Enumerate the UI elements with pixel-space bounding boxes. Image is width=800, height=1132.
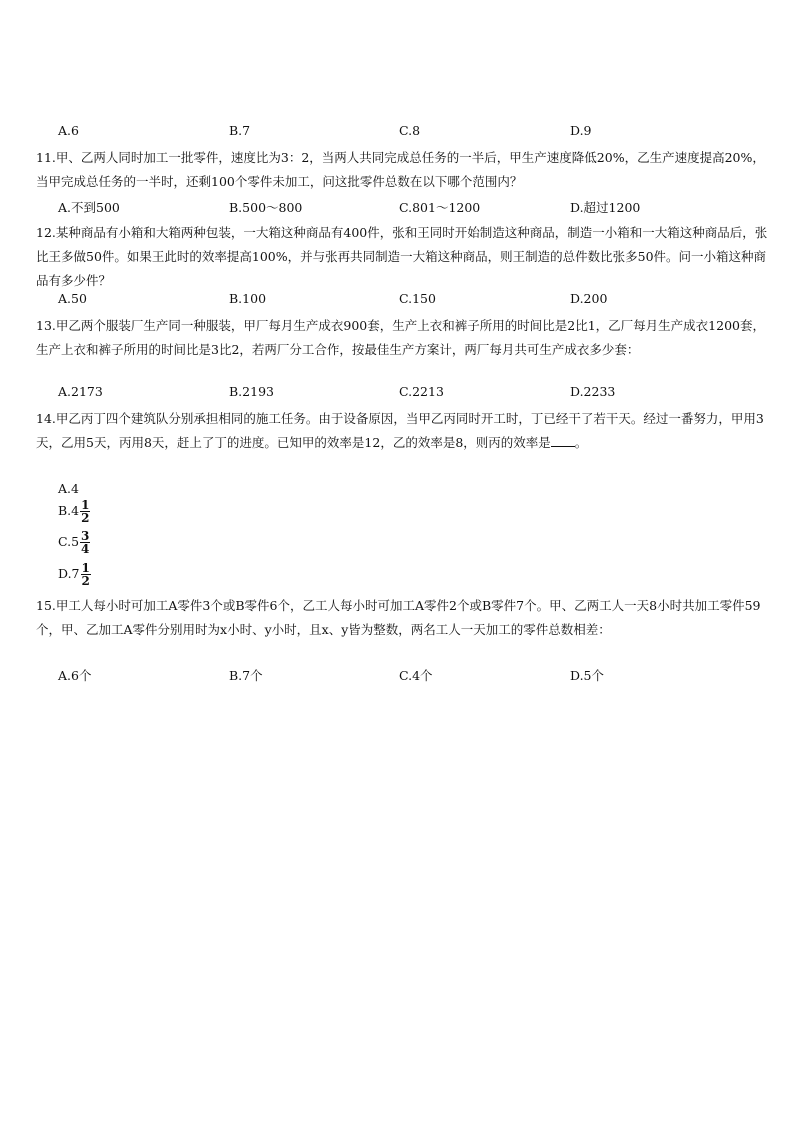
question-11: [36, 146, 768, 194]
option-c: C.150: [399, 291, 436, 306]
question-text: 甲乙两个服装厂生产同一种服装，甲厂每月生产成衣900套，生产上衣和裤子所用的时间比是2比1，乙厂每月生产成衣1200套，生产上衣和裤子所用的时间比是3比2，若两厂分工合作，按最佳生产方案计，两厂每月共可生产成衣多少套：: [36, 318, 765, 357]
option-row-q10: [58, 123, 758, 143]
option-label: B.4: [58, 503, 80, 518]
option-label: C.5: [58, 534, 80, 549]
fraction-denominator: 2: [81, 574, 90, 588]
option-c: C.801～1200: [399, 200, 481, 215]
fraction-numerator: 3: [81, 529, 90, 543]
question-number: 11.: [36, 150, 56, 165]
option-a: A.6: [58, 123, 79, 138]
option-label: A.4: [58, 481, 79, 496]
option-a: A.2173: [58, 384, 103, 399]
option-d: D.5个: [570, 668, 605, 683]
option-d: [58, 562, 91, 587]
option-a: A.不到500: [58, 200, 120, 215]
option-d: D.200: [570, 291, 608, 306]
fraction: [80, 499, 90, 524]
question-text: 某种商品有小箱和大箱两种包装，一大箱这种商品有400件，张和王同时开始制造这种商品，制造一小箱和一大箱这种商品后，张比王多做50件。如果王此时的效率提高100%，并与张再共同制造一大箱这种商品，则王制造的总件数比张多50件。问一小箱这种商品有多少件？: [36, 225, 768, 288]
question-14: [36, 407, 768, 455]
option-row-q15: [58, 666, 758, 686]
option-a: A.6个: [58, 668, 92, 683]
question-number: 14.: [36, 411, 56, 426]
question-number: 12.: [36, 225, 56, 240]
option-c: C.8: [399, 123, 421, 138]
fraction-denominator: 4: [81, 542, 90, 556]
option-b: B.500～800: [229, 200, 303, 215]
option-d: D.9: [570, 123, 592, 138]
option-a: [58, 481, 79, 497]
answer-blank: [551, 434, 575, 447]
option-b: B.100: [229, 291, 267, 306]
question-number: 15.: [36, 598, 56, 613]
option-c: [58, 530, 90, 555]
option-d: D.2233: [570, 384, 616, 399]
fraction: [81, 562, 91, 587]
question-12: [36, 221, 768, 293]
question-text: 甲、乙两人同时加工一批零件，速度比为3：2，当两人共同完成总任务的一半后，甲生产速度降低20%，乙生产速度提高20%，当甲完成总任务的一半时，还剩100个零件未加工，问这批零件总数在以下哪个范围内？: [36, 150, 765, 189]
option-b: B.2193: [229, 384, 274, 399]
option-d: D.超过1200: [570, 200, 641, 215]
option-row-q12: [58, 291, 758, 311]
fraction-numerator: 1: [81, 561, 90, 575]
fraction: [80, 530, 90, 555]
fraction-denominator: 2: [81, 511, 90, 525]
question-text: 甲乙丙丁四个建筑队分别承担相同的施工任务。由于设备原因，当甲乙丙同时开工时，丁已经干了若干天。经过一番努力，甲用3天，乙用5天，丙用8天，赶上了丁的进度。已知甲的效率是12，乙的效率是8，则丙的效率是: [36, 411, 764, 450]
option-row-q13: [58, 384, 758, 404]
option-b: B.7: [229, 123, 251, 138]
fraction-numerator: 1: [81, 498, 90, 512]
option-c: C.2213: [399, 384, 444, 399]
option-row-q11: [58, 198, 758, 218]
option-b: [58, 499, 90, 524]
option-b: B.7个: [229, 668, 263, 683]
question-number: 13.: [36, 318, 56, 333]
question-13: [36, 314, 768, 362]
question-15: [36, 594, 768, 642]
question-text-end: 。: [574, 435, 588, 450]
option-label: D.7: [58, 566, 80, 581]
question-text: 甲工人每小时可加工A零件3个或B零件6个，乙工人每小时可加工A零件2个或B零件7个。甲、乙两工人一天8小时共加工零件59个，甲、乙加工A零件分别用时为x小时、y小时，且x、y皆为整数，两名工人一天加工的零件总数相差：: [36, 598, 761, 637]
option-c: C.4个: [399, 668, 433, 683]
option-a: A.50: [58, 291, 87, 306]
